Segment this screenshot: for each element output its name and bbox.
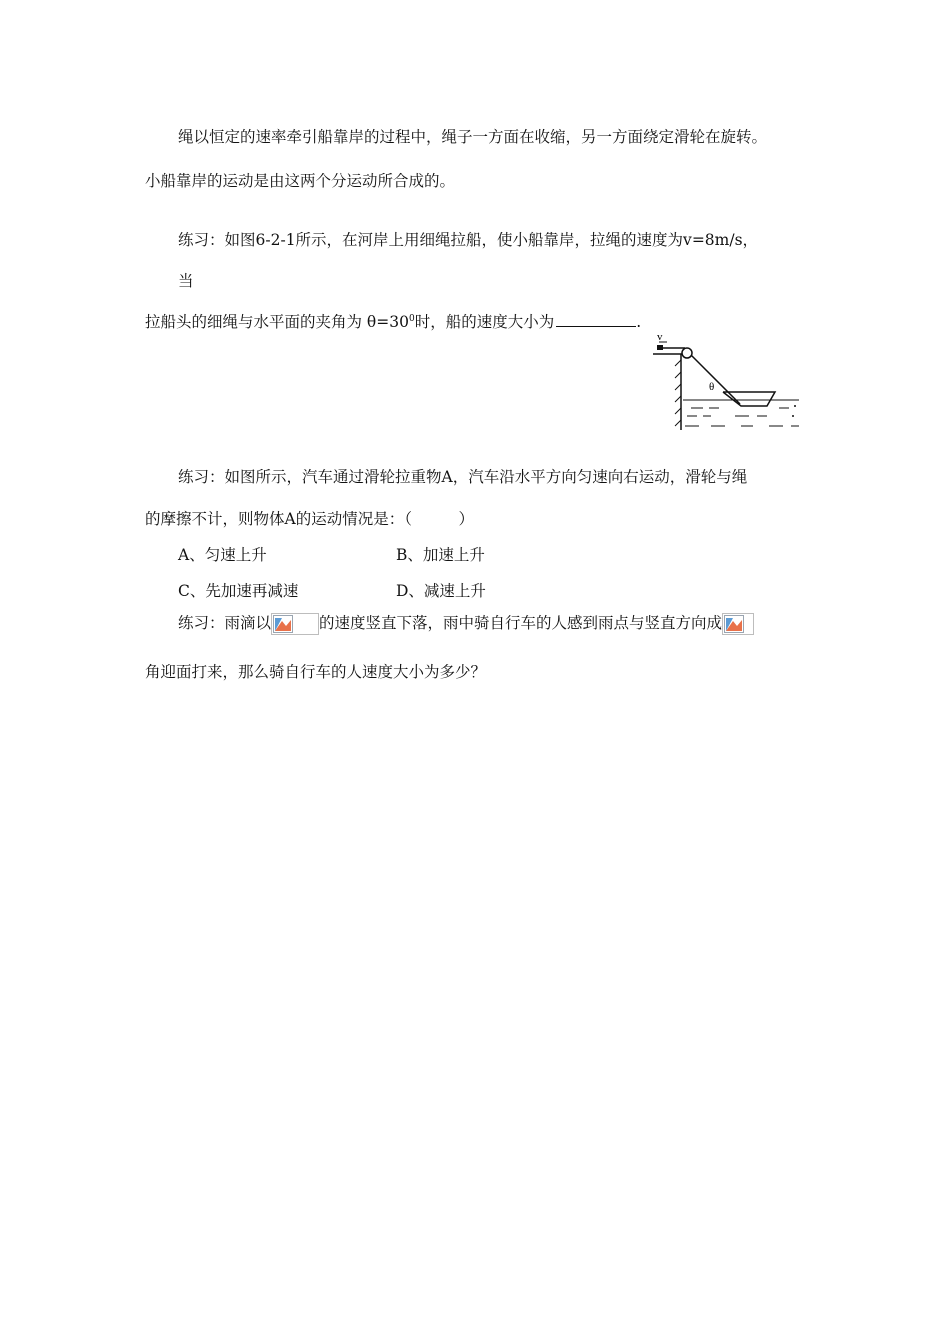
- exercise3-text: [178, 612, 754, 635]
- boat-pulley-figure: [645, 330, 805, 430]
- paragraph-line: 绳以恒定的速率牵引船靠岸的过程中，绳子一方面在收缩，另一方面绕定滑轮在旋转。: [178, 128, 768, 146]
- exercise2-question: 的摩擦不计，则物体A的运动情况是：（ ）: [145, 510, 474, 528]
- option-a: A、匀速上升: [178, 546, 267, 564]
- option-b: B、加速上升: [396, 546, 485, 564]
- exercise1-text: 练习：如图6-2-1所示，在河岸上用细绳拉船，使小船靠岸，拉绳的速度为v=8m/s，: [178, 231, 759, 249]
- velocity-label: v: [657, 331, 663, 343]
- exercise2-text: 练习：如图所示，汽车通过滑轮拉重物A，汽车沿水平方向匀速向右运动，滑轮与绳: [178, 468, 748, 486]
- exercise1-question-post: 时，船的速度大小为: [414, 313, 555, 332]
- exercise3-text-a: 练习：雨滴以: [178, 614, 272, 632]
- theta-label: θ: [709, 381, 715, 393]
- paragraph-line: 小船靠岸的运动是由这两个分运动所合成的。: [145, 172, 456, 190]
- exercise3-question: 角迎面打来，那么骑自行车的人速度大小为多少？: [145, 663, 487, 681]
- option-d: D、减速上升: [396, 582, 486, 600]
- exercise1-question: [145, 308, 641, 333]
- broken-image-icon: [722, 613, 754, 635]
- exercise1-question-pre: 拉船头的细绳与水平面的夹角为 θ=30: [145, 313, 409, 332]
- period: .: [636, 313, 642, 332]
- exercise3-text-b: 的速度竖直下落，雨中骑自行车的人感到雨点与竖直方向成: [319, 614, 723, 632]
- answer-blank: [556, 311, 636, 327]
- degree-superscript: 0: [408, 314, 415, 324]
- broken-image-icon: [271, 613, 319, 635]
- option-c: C、先加速再减速: [178, 582, 299, 600]
- boat-pulley-diagram: [645, 330, 805, 430]
- exercise1-text: 当: [178, 272, 194, 290]
